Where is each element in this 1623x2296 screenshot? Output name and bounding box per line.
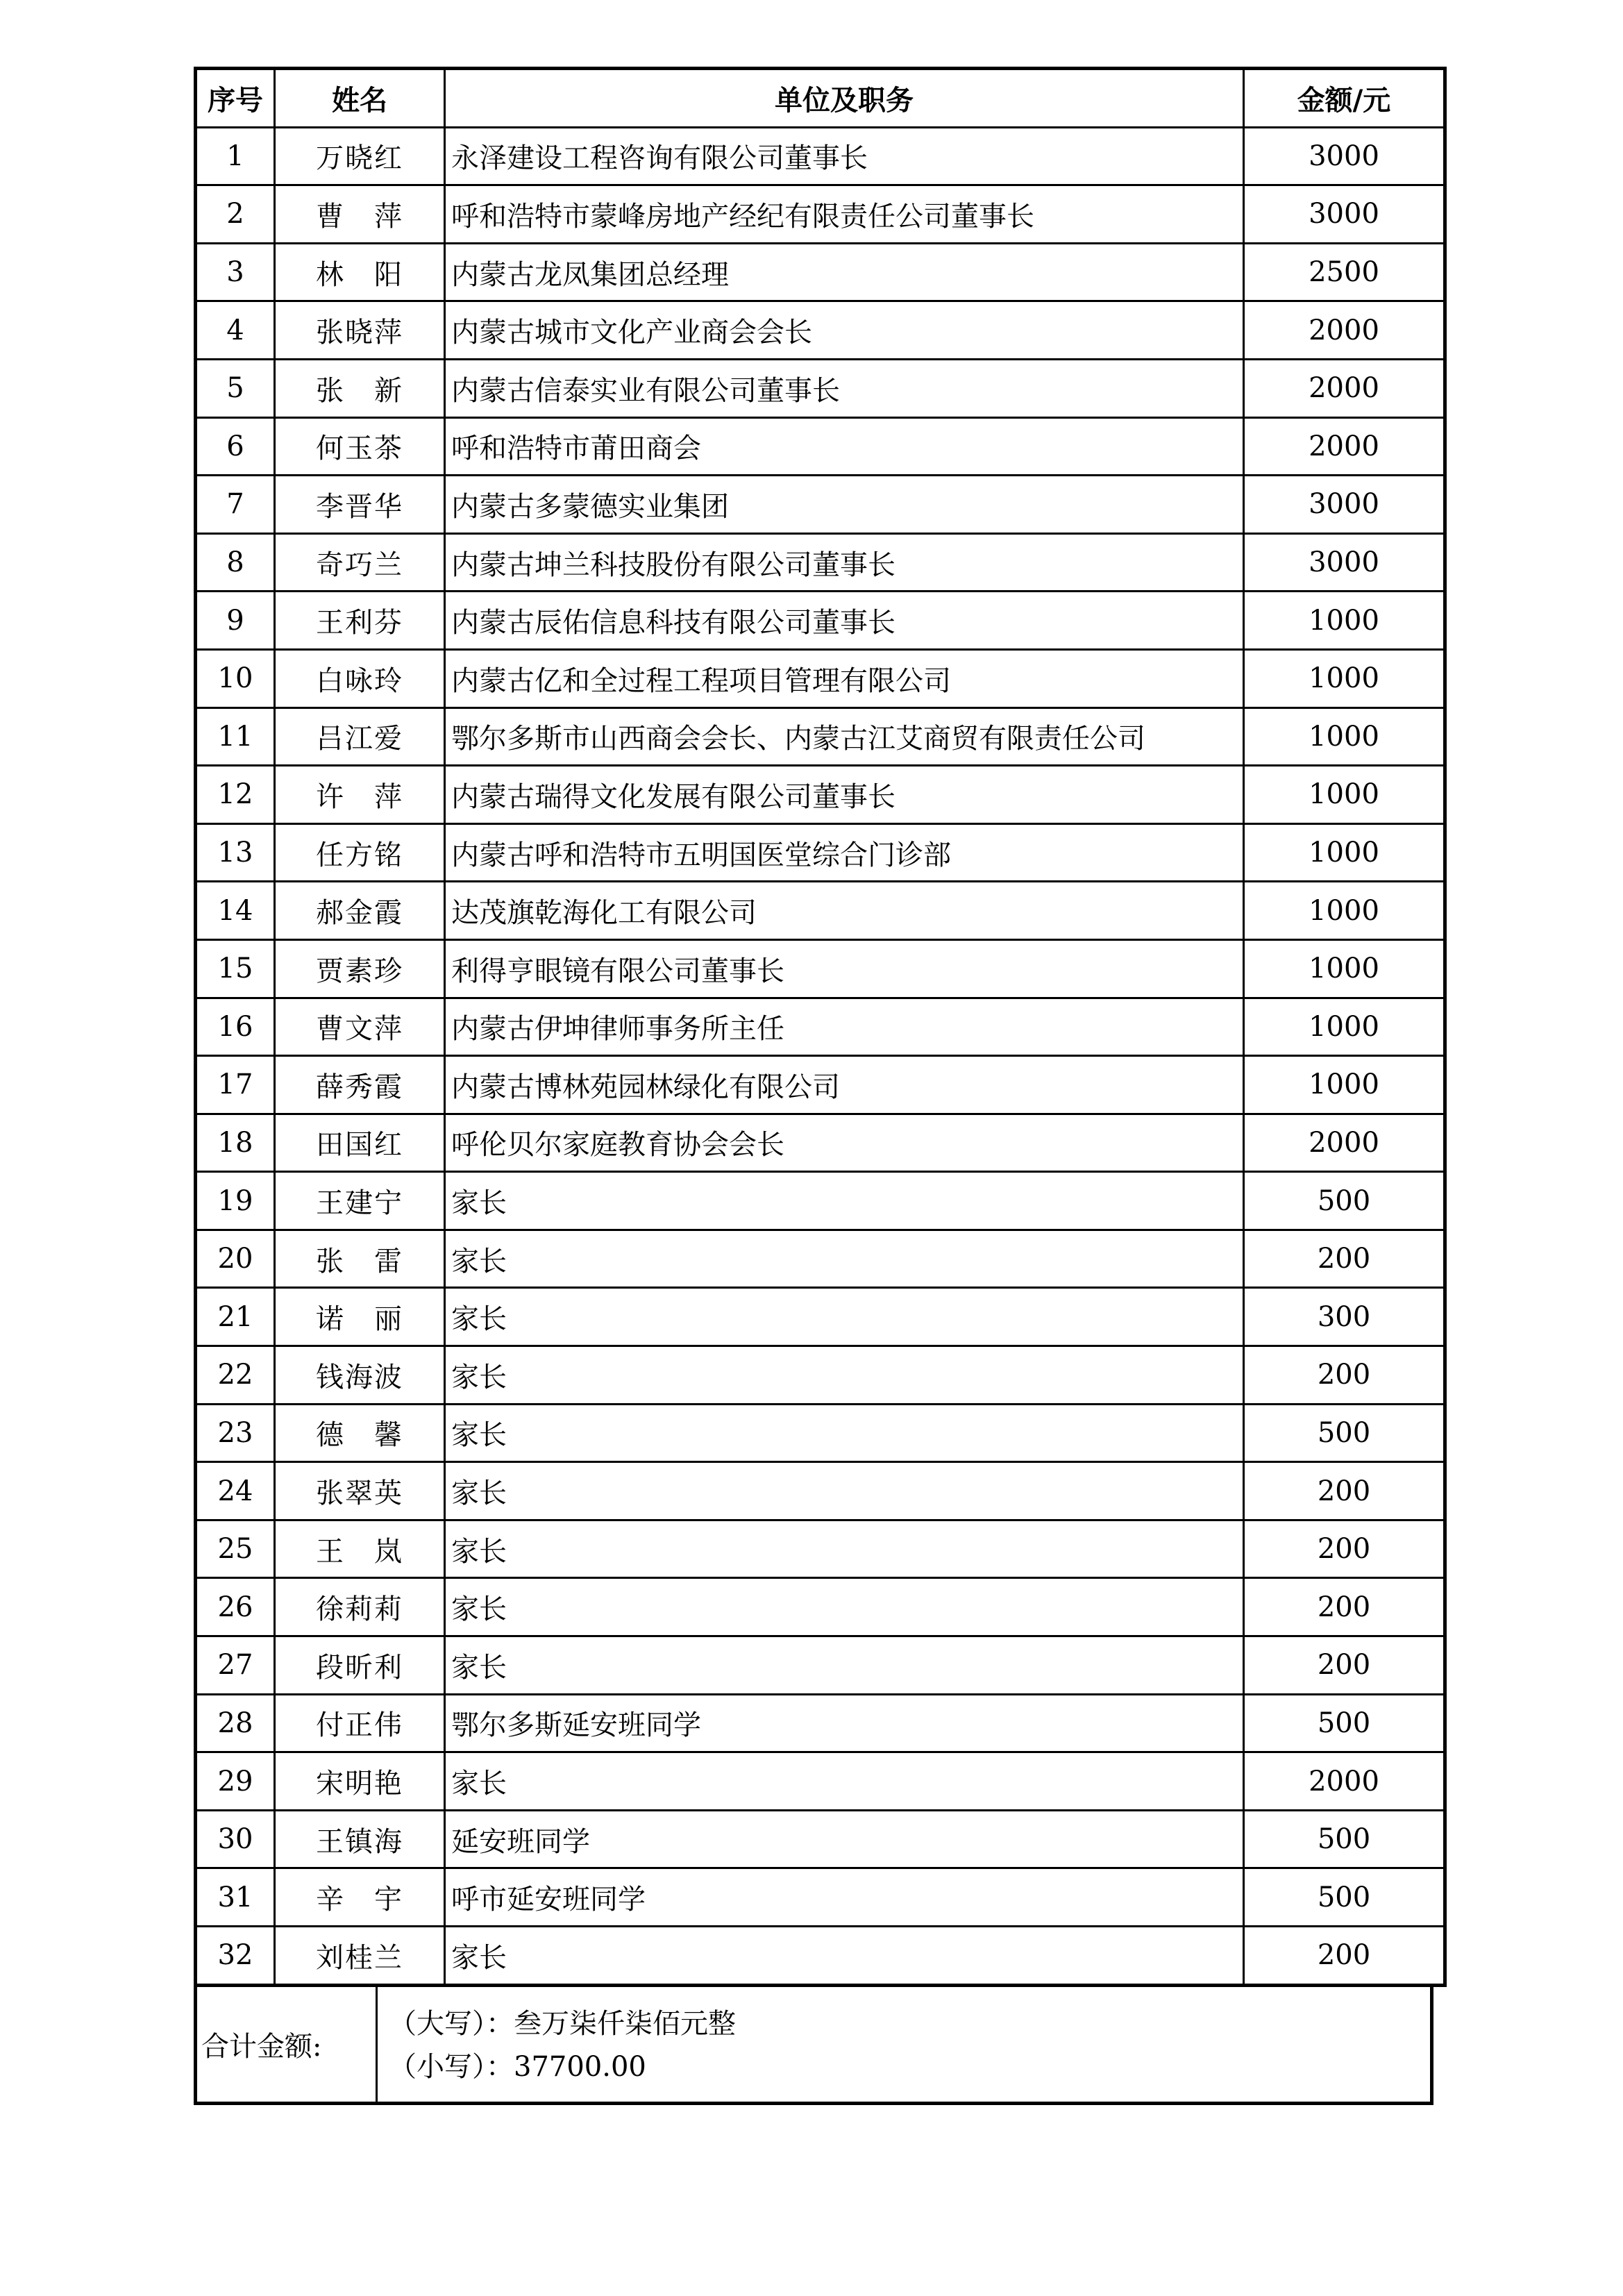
row-unit: 家长 bbox=[445, 1927, 1244, 1986]
row-name bbox=[275, 301, 445, 360]
row-name bbox=[275, 1636, 445, 1695]
table-row bbox=[196, 1230, 1445, 1288]
row-unit: 家长 bbox=[445, 1230, 1244, 1288]
table-row bbox=[196, 1752, 1445, 1811]
row-index: 9 bbox=[196, 592, 275, 650]
row-name-text: 王 岚 bbox=[316, 1535, 403, 1568]
row-amount: 200 bbox=[1244, 1230, 1445, 1288]
total-values bbox=[378, 1987, 1430, 2102]
row-amount: 200 bbox=[1244, 1578, 1445, 1636]
row-name bbox=[275, 998, 445, 1056]
row-name-text: 刘桂兰 bbox=[316, 1941, 403, 1974]
row-name-text: 张晓萍 bbox=[316, 317, 403, 349]
row-name bbox=[275, 766, 445, 824]
row-name bbox=[275, 1578, 445, 1636]
row-index: 27 bbox=[196, 1636, 275, 1695]
row-amount: 500 bbox=[1244, 1404, 1445, 1462]
row-name bbox=[275, 1230, 445, 1288]
row-name bbox=[275, 359, 445, 417]
row-name-text: 许 萍 bbox=[316, 780, 403, 813]
row-index: 17 bbox=[196, 1056, 275, 1114]
row-name-text: 李晋华 bbox=[316, 490, 403, 523]
table-row bbox=[196, 1114, 1445, 1172]
table-row bbox=[196, 707, 1445, 766]
row-amount: 1000 bbox=[1244, 707, 1445, 766]
row-unit: 内蒙古亿和全过程工程项目管理有限公司 bbox=[445, 649, 1244, 707]
table-row bbox=[196, 185, 1445, 244]
row-unit: 内蒙古瑞得文化发展有限公司董事长 bbox=[445, 766, 1244, 824]
row-index: 3 bbox=[196, 243, 275, 301]
row-name-text: 德 馨 bbox=[316, 1419, 403, 1452]
row-name bbox=[275, 1752, 445, 1811]
row-name-text: 付正伟 bbox=[316, 1709, 403, 1742]
row-amount: 200 bbox=[1244, 1927, 1445, 1986]
row-name-text: 段昕利 bbox=[316, 1651, 403, 1684]
row-amount: 2000 bbox=[1244, 1114, 1445, 1172]
row-amount: 2000 bbox=[1244, 1752, 1445, 1811]
row-unit: 呼和浩特市莆田商会 bbox=[445, 417, 1244, 476]
row-name bbox=[275, 649, 445, 707]
header-unit: 单位及职务 bbox=[445, 69, 1244, 128]
row-unit: 内蒙古坤兰科技股份有限公司董事长 bbox=[445, 533, 1244, 592]
row-unit: 鄂尔多斯延安班同学 bbox=[445, 1694, 1244, 1752]
row-name-text: 王利芬 bbox=[316, 607, 403, 639]
row-name bbox=[275, 592, 445, 650]
row-index: 11 bbox=[196, 707, 275, 766]
row-name-text: 钱海波 bbox=[316, 1361, 403, 1393]
row-index: 12 bbox=[196, 766, 275, 824]
table-row bbox=[196, 1288, 1445, 1346]
row-index: 8 bbox=[196, 533, 275, 592]
row-amount: 2000 bbox=[1244, 417, 1445, 476]
row-name-text: 张 雷 bbox=[316, 1245, 403, 1277]
row-name-text: 吕江爱 bbox=[316, 723, 403, 755]
table-row bbox=[196, 1172, 1445, 1230]
row-name-text: 辛 宇 bbox=[316, 1884, 403, 1916]
row-unit: 家长 bbox=[445, 1520, 1244, 1578]
row-unit: 家长 bbox=[445, 1172, 1244, 1230]
row-amount: 3000 bbox=[1244, 127, 1445, 185]
row-name bbox=[275, 476, 445, 534]
row-unit: 内蒙古辰佑信息科技有限公司董事长 bbox=[445, 592, 1244, 650]
row-name-text: 张 新 bbox=[316, 374, 403, 407]
table-row bbox=[196, 1810, 1445, 1868]
row-amount: 2000 bbox=[1244, 359, 1445, 417]
row-name bbox=[275, 939, 445, 998]
table-row bbox=[196, 1462, 1445, 1520]
row-name bbox=[275, 243, 445, 301]
table-row bbox=[196, 1404, 1445, 1462]
table-row bbox=[196, 823, 1445, 882]
row-unit: 家长 bbox=[445, 1288, 1244, 1346]
row-unit: 内蒙古信泰实业有限公司董事长 bbox=[445, 359, 1244, 417]
row-index: 22 bbox=[196, 1346, 275, 1405]
row-index: 16 bbox=[196, 998, 275, 1056]
row-amount: 3000 bbox=[1244, 476, 1445, 534]
row-name bbox=[275, 1288, 445, 1346]
row-amount: 300 bbox=[1244, 1288, 1445, 1346]
table-row bbox=[196, 301, 1445, 360]
row-unit: 家长 bbox=[445, 1752, 1244, 1811]
row-name-text: 王建宁 bbox=[316, 1187, 403, 1220]
row-name-text: 万晓红 bbox=[316, 142, 403, 175]
row-name bbox=[275, 882, 445, 940]
table-row bbox=[196, 939, 1445, 998]
table-row bbox=[196, 882, 1445, 940]
table-body bbox=[196, 127, 1445, 1985]
row-name bbox=[275, 1056, 445, 1114]
row-amount: 1000 bbox=[1244, 1056, 1445, 1114]
row-name-text: 曹文萍 bbox=[316, 1013, 403, 1046]
row-name-text: 薛秀霞 bbox=[316, 1071, 403, 1103]
row-unit: 内蒙古博林苑园林绿化有限公司 bbox=[445, 1056, 1244, 1114]
row-index: 25 bbox=[196, 1520, 275, 1578]
total-label: 合计金额: bbox=[197, 1987, 378, 2102]
row-name-text: 奇巧兰 bbox=[316, 548, 403, 581]
table-row bbox=[196, 417, 1445, 476]
row-amount: 500 bbox=[1244, 1694, 1445, 1752]
row-name-text: 林 阳 bbox=[316, 258, 403, 291]
row-name bbox=[275, 823, 445, 882]
row-unit: 达茂旗乾海化工有限公司 bbox=[445, 882, 1244, 940]
row-amount: 2000 bbox=[1244, 301, 1445, 360]
row-index: 2 bbox=[196, 185, 275, 244]
row-name bbox=[275, 1927, 445, 1986]
row-name-text: 贾素珍 bbox=[316, 955, 403, 987]
row-name-text: 任方铭 bbox=[316, 839, 403, 871]
table-row bbox=[196, 1520, 1445, 1578]
row-name-text: 白咏玲 bbox=[316, 664, 403, 697]
row-name-text: 郝金霞 bbox=[316, 897, 403, 930]
row-index: 24 bbox=[196, 1462, 275, 1520]
row-name bbox=[275, 185, 445, 244]
row-name bbox=[275, 1172, 445, 1230]
row-index: 21 bbox=[196, 1288, 275, 1346]
row-name bbox=[275, 1868, 445, 1927]
row-name bbox=[275, 1462, 445, 1520]
table-row bbox=[196, 1346, 1445, 1405]
row-index: 26 bbox=[196, 1578, 275, 1636]
row-index: 10 bbox=[196, 649, 275, 707]
row-name-text: 何玉茶 bbox=[316, 433, 403, 465]
row-amount: 1000 bbox=[1244, 592, 1445, 650]
row-amount: 500 bbox=[1244, 1810, 1445, 1868]
row-name-text: 王镇海 bbox=[316, 1825, 403, 1858]
row-index: 14 bbox=[196, 882, 275, 940]
row-amount: 3000 bbox=[1244, 533, 1445, 592]
table-row bbox=[196, 1694, 1445, 1752]
row-index: 20 bbox=[196, 1230, 275, 1288]
row-unit: 内蒙古多蒙德实业集团 bbox=[445, 476, 1244, 534]
row-name bbox=[275, 1114, 445, 1172]
row-amount: 500 bbox=[1244, 1868, 1445, 1927]
row-amount: 1000 bbox=[1244, 882, 1445, 940]
row-unit: 家长 bbox=[445, 1578, 1244, 1636]
row-unit: 内蒙古城市文化产业商会会长 bbox=[445, 301, 1244, 360]
row-unit: 内蒙古呼和浩特市五明国医堂综合门诊部 bbox=[445, 823, 1244, 882]
table-row bbox=[196, 359, 1445, 417]
row-amount: 200 bbox=[1244, 1520, 1445, 1578]
row-name bbox=[275, 533, 445, 592]
row-amount: 1000 bbox=[1244, 939, 1445, 998]
header-amount: 金额/元 bbox=[1244, 69, 1445, 128]
row-name bbox=[275, 707, 445, 766]
row-unit: 家长 bbox=[445, 1636, 1244, 1695]
row-unit: 呼和浩特市蒙峰房地产经纪有限责任公司董事长 bbox=[445, 185, 1244, 244]
total-row bbox=[194, 1987, 1433, 2105]
total-upper-amount: （大写）：叁万柒仟柒佰元整 bbox=[389, 2007, 736, 2040]
table-header-row bbox=[196, 69, 1445, 128]
row-amount: 500 bbox=[1244, 1172, 1445, 1230]
table-row bbox=[196, 533, 1445, 592]
total-lower-amount: （小写）：37700.00 bbox=[389, 2050, 646, 2083]
row-name-text: 徐莉莉 bbox=[316, 1593, 403, 1626]
row-amount: 1000 bbox=[1244, 998, 1445, 1056]
row-unit: 家长 bbox=[445, 1346, 1244, 1405]
row-index: 32 bbox=[196, 1927, 275, 1986]
row-amount: 1000 bbox=[1244, 649, 1445, 707]
row-unit: 永泽建设工程咨询有限公司董事长 bbox=[445, 127, 1244, 185]
row-index: 1 bbox=[196, 127, 275, 185]
header-name: 姓名 bbox=[275, 69, 445, 128]
row-name-text: 诺 丽 bbox=[316, 1303, 403, 1336]
row-index: 5 bbox=[196, 359, 275, 417]
row-amount: 200 bbox=[1244, 1636, 1445, 1695]
row-amount: 200 bbox=[1244, 1462, 1445, 1520]
row-index: 15 bbox=[196, 939, 275, 998]
table-row bbox=[196, 1056, 1445, 1114]
table-row bbox=[196, 1578, 1445, 1636]
row-unit: 鄂尔多斯市山西商会会长、内蒙古江艾商贸有限责任公司 bbox=[445, 707, 1244, 766]
table-row bbox=[196, 592, 1445, 650]
row-unit: 呼伦贝尔家庭教育协会会长 bbox=[445, 1114, 1244, 1172]
table-row bbox=[196, 243, 1445, 301]
row-amount: 3000 bbox=[1244, 185, 1445, 244]
row-index: 31 bbox=[196, 1868, 275, 1927]
table-row bbox=[196, 127, 1445, 185]
row-name-text: 张翠英 bbox=[316, 1477, 403, 1510]
row-name-text: 宋明艳 bbox=[316, 1768, 403, 1800]
row-index: 7 bbox=[196, 476, 275, 534]
row-name bbox=[275, 1694, 445, 1752]
donation-table bbox=[194, 67, 1447, 1987]
row-unit: 家长 bbox=[445, 1404, 1244, 1462]
row-name bbox=[275, 1810, 445, 1868]
table-row bbox=[196, 1868, 1445, 1927]
row-amount: 1000 bbox=[1244, 766, 1445, 824]
row-name bbox=[275, 1346, 445, 1405]
row-index: 23 bbox=[196, 1404, 275, 1462]
header-index: 序号 bbox=[196, 69, 275, 128]
table-row bbox=[196, 1927, 1445, 1986]
table-row bbox=[196, 1636, 1445, 1695]
row-unit: 内蒙古伊坤律师事务所主任 bbox=[445, 998, 1244, 1056]
table-row bbox=[196, 476, 1445, 534]
row-name bbox=[275, 417, 445, 476]
table-row bbox=[196, 649, 1445, 707]
row-index: 4 bbox=[196, 301, 275, 360]
row-amount: 2500 bbox=[1244, 243, 1445, 301]
row-amount: 200 bbox=[1244, 1346, 1445, 1405]
row-unit: 利得亨眼镜有限公司董事长 bbox=[445, 939, 1244, 998]
row-name bbox=[275, 127, 445, 185]
row-unit: 延安班同学 bbox=[445, 1810, 1244, 1868]
row-name-text: 曹 萍 bbox=[316, 200, 403, 233]
row-index: 18 bbox=[196, 1114, 275, 1172]
row-name bbox=[275, 1404, 445, 1462]
table-row bbox=[196, 998, 1445, 1056]
row-index: 30 bbox=[196, 1810, 275, 1868]
row-index: 13 bbox=[196, 823, 275, 882]
row-unit: 呼市延安班同学 bbox=[445, 1868, 1244, 1927]
row-unit: 内蒙古龙凤集团总经理 bbox=[445, 243, 1244, 301]
table-row bbox=[196, 766, 1445, 824]
row-unit: 家长 bbox=[445, 1462, 1244, 1520]
row-index: 6 bbox=[196, 417, 275, 476]
row-index: 28 bbox=[196, 1694, 275, 1752]
row-index: 29 bbox=[196, 1752, 275, 1811]
row-index: 19 bbox=[196, 1172, 275, 1230]
row-name-text: 田国红 bbox=[316, 1129, 403, 1162]
document-page bbox=[194, 67, 1433, 2105]
row-name bbox=[275, 1520, 445, 1578]
row-amount: 1000 bbox=[1244, 823, 1445, 882]
